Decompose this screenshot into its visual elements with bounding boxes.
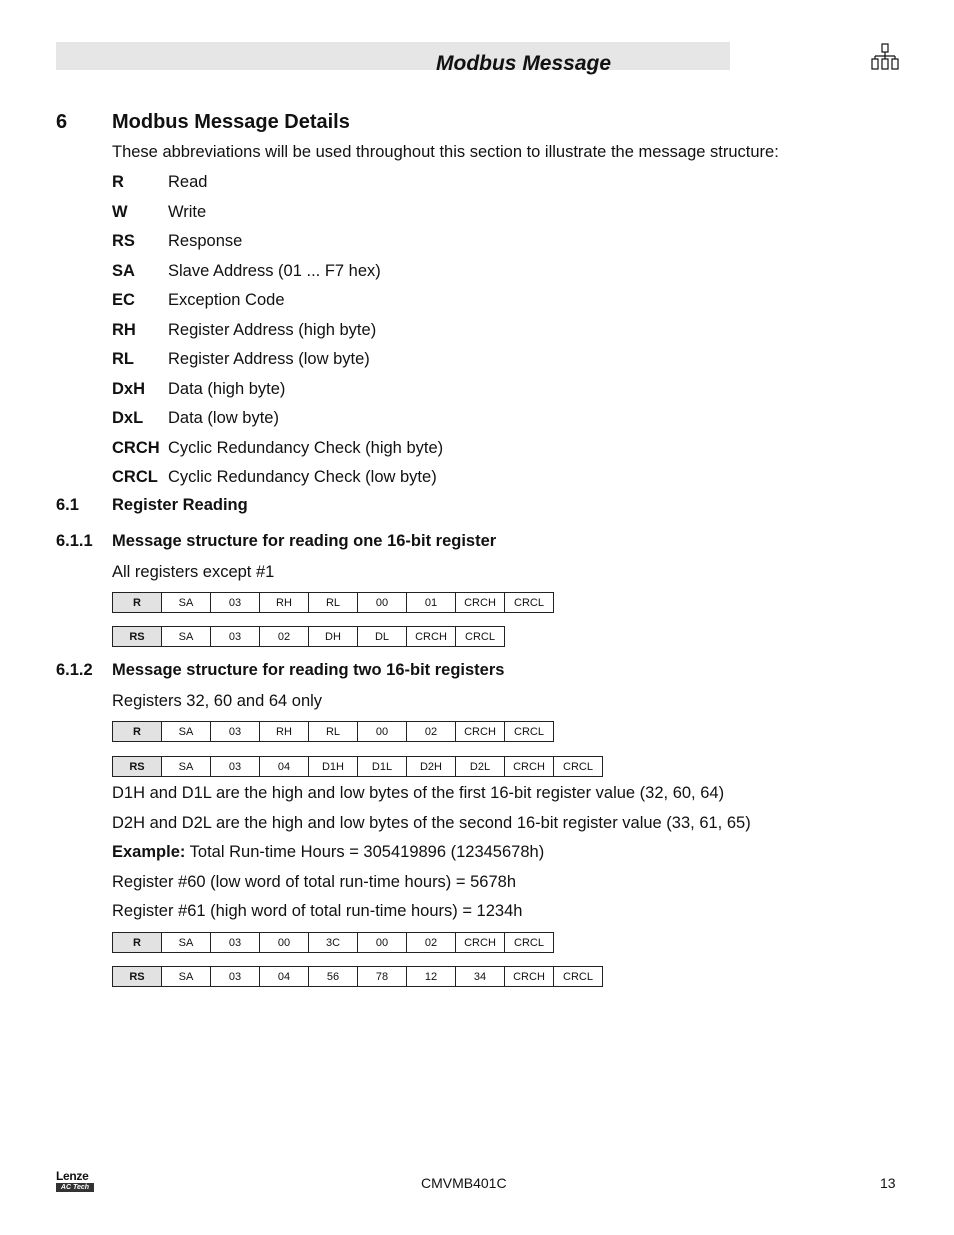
table-cell: SA (161, 756, 211, 777)
table-cell: SA (161, 592, 211, 613)
table-cell: CRCH (455, 592, 505, 613)
table-cell: D2L (455, 756, 505, 777)
table-cell: 56 (308, 966, 358, 987)
table-type-cell: RS (112, 756, 162, 777)
register-60-line: Register #60 (low word of total run-time hours) = 5678h (112, 873, 516, 891)
abbreviation-description: Exception Code (168, 291, 285, 309)
table-cell: CRCH (504, 966, 554, 987)
table-cell: 04 (259, 966, 309, 987)
abbreviation-code: CRCH (112, 438, 160, 457)
table-cell: DH (308, 626, 358, 647)
abbreviation-code: EC (112, 291, 135, 309)
abbreviation-description: Response (168, 232, 243, 250)
abbreviation-code: DxL (112, 409, 144, 427)
table-cell: RL (308, 592, 358, 613)
table-cell: 03 (210, 966, 260, 987)
abbreviation-code: DxH (112, 379, 146, 398)
subsection-number-6-1: 6.1 (56, 496, 79, 514)
table-cell: D1H (308, 756, 358, 777)
table-type-cell: R (112, 721, 162, 742)
table-cell: 03 (210, 592, 260, 613)
table-cell: CRCL (455, 626, 505, 647)
table-cell: D2H (406, 756, 456, 777)
table-cell: 04 (259, 756, 309, 777)
table-cell: 02 (406, 721, 456, 742)
table-cell: SA (161, 932, 211, 953)
abbreviation-description: Write (168, 202, 207, 221)
table-cell: CRCH (504, 756, 554, 777)
section-number: 6 (56, 111, 68, 133)
abbreviation-code: CRCL (112, 468, 158, 486)
abbreviation-code: RS (112, 232, 135, 250)
table-type-cell: R (112, 592, 162, 613)
abbreviation-code: W (112, 202, 128, 221)
example-label: Example: (112, 843, 186, 861)
table-cell: CRCH (455, 721, 505, 742)
paragraph-d1: D1H and D1L are the high and low bytes of the first 16-bit register value (32, 60, 64) (112, 784, 725, 802)
note-6-1-1: All registers except #1 (112, 563, 275, 581)
table-cell: 01 (406, 592, 456, 613)
abbreviation-description: Slave Address (01 ... F7 hex) (168, 261, 381, 280)
network-icon (871, 42, 901, 72)
table-cell: 78 (357, 966, 407, 987)
table-cell: CRCL (553, 756, 603, 777)
section-title: Modbus Message Details (112, 111, 350, 133)
table-cell: RH (259, 721, 309, 742)
abbreviation-description: Read (168, 173, 208, 191)
abbreviation-code: R (112, 173, 124, 191)
table-cell: 34 (455, 966, 505, 987)
table-cell: 00 (357, 592, 407, 613)
table-cell: 00 (259, 932, 309, 953)
table-type-cell: RS (112, 966, 162, 987)
table-cell: RH (259, 592, 309, 613)
message-table-example-read (112, 932, 554, 953)
subsection-title-6-1-2: Message structure for reading two 16-bit registers (112, 661, 505, 679)
abbreviation-code: RH (112, 320, 136, 339)
message-table-response-two (112, 756, 603, 777)
table-cell: CRCL (504, 932, 554, 953)
logo-subbrand: AC Tech (56, 1183, 94, 1192)
message-table-example-response (112, 966, 603, 987)
table-cell: SA (161, 626, 211, 647)
table-cell: 00 (357, 721, 407, 742)
abbreviation-description: Data (high byte) (168, 379, 286, 398)
header-bar (56, 42, 730, 70)
note-6-1-2: Registers 32, 60 and 64 only (112, 692, 323, 710)
logo-wordmark: Lenze (56, 1169, 89, 1183)
subsection-title-6-1: Register Reading (112, 496, 248, 514)
section-intro: These abbreviations will be used throughout this section to illustrate the message structure: (112, 143, 779, 161)
message-table-response-one (112, 626, 505, 647)
table-cell: 00 (357, 932, 407, 953)
register-61-line: Register #61 (high word of total run-time hours) = 1234h (112, 902, 523, 920)
table-cell: 02 (259, 626, 309, 647)
page-header-title: Modbus Message (436, 52, 612, 75)
subsection-number-6-1-2: 6.1.2 (56, 661, 93, 679)
table-type-cell: R (112, 932, 162, 953)
abbreviation-description: Cyclic Redundancy Check (high byte) (168, 438, 444, 457)
table-cell: 3C (308, 932, 358, 953)
abbreviation-description: Register Address (high byte) (168, 320, 377, 339)
table-cell: 03 (210, 721, 260, 742)
table-cell: 02 (406, 932, 456, 953)
table-cell: 03 (210, 932, 260, 953)
subsection-title-6-1-1: Message structure for reading one 16-bit register (112, 532, 497, 550)
table-cell: CRCL (504, 592, 554, 613)
lenze-logo (56, 1170, 94, 1192)
table-cell: CRCH (406, 626, 456, 647)
abbreviation-description: Data (low byte) (168, 409, 279, 427)
table-cell: D1L (357, 756, 407, 777)
table-cell: SA (161, 966, 211, 987)
table-cell: DL (357, 626, 407, 647)
table-cell: SA (161, 721, 211, 742)
table-cell: CRCH (455, 932, 505, 953)
subsection-number-6-1-1: 6.1.1 (56, 532, 93, 550)
table-cell: 12 (406, 966, 456, 987)
table-cell: RL (308, 721, 358, 742)
abbreviation-code: RL (112, 350, 134, 368)
abbreviation-description: Register Address (low byte) (168, 350, 370, 368)
table-type-cell: RS (112, 626, 162, 647)
document-id: CMVMB401C (421, 1175, 507, 1191)
abbreviation-description: Cyclic Redundancy Check (low byte) (168, 468, 437, 486)
abbreviation-code: SA (112, 261, 135, 280)
message-table-read-one (112, 592, 554, 613)
message-table-read-two (112, 721, 554, 742)
example-text: Total Run-time Hours = 305419896 (12345678h) (185, 843, 545, 861)
table-cell: 03 (210, 626, 260, 647)
table-cell: 03 (210, 756, 260, 777)
example-line (112, 843, 544, 862)
table-cell: CRCL (553, 966, 603, 987)
page-number: 13 (880, 1175, 896, 1191)
paragraph-d2: D2H and D2L are the high and low bytes of the second 16-bit register value (33, 61, 65) (112, 814, 751, 832)
table-cell: CRCL (504, 721, 554, 742)
